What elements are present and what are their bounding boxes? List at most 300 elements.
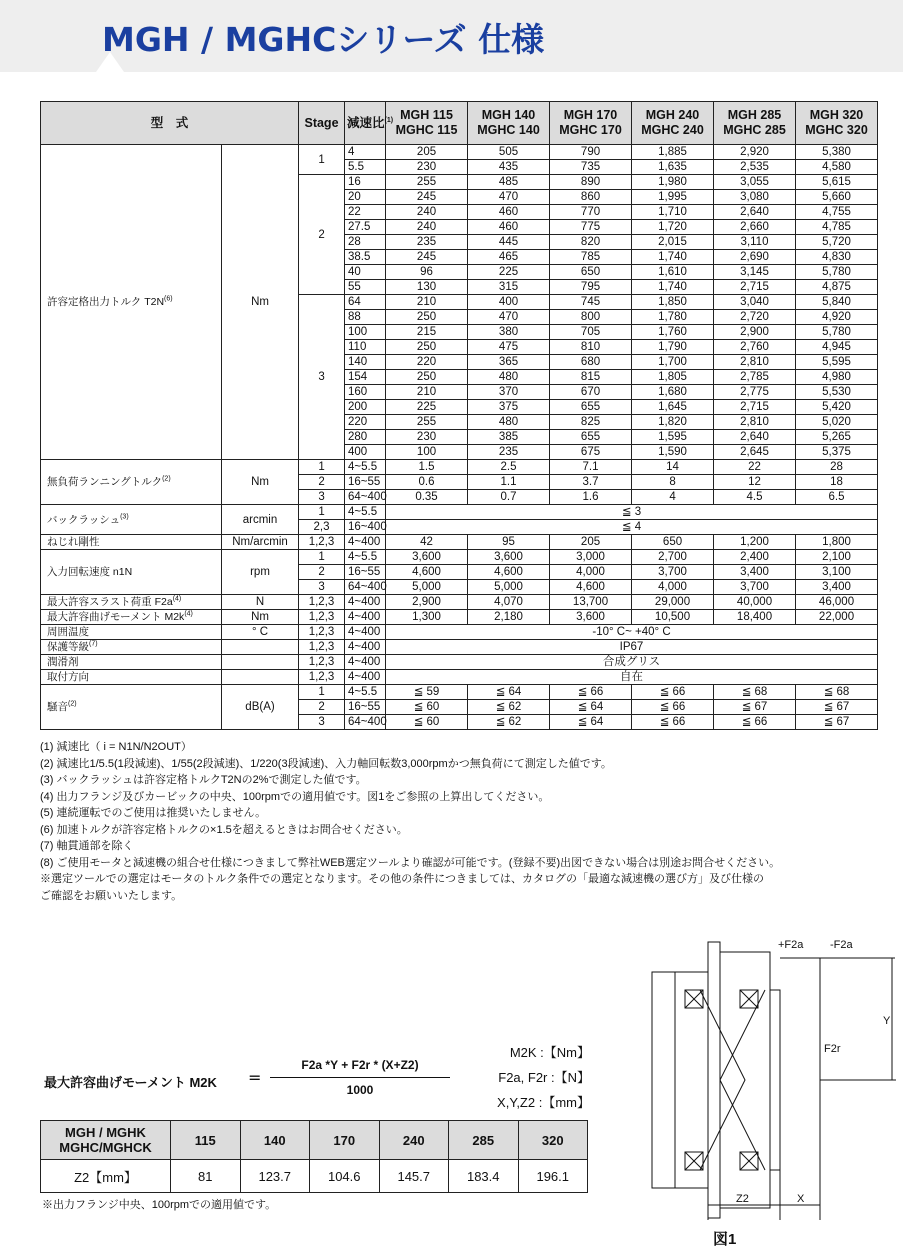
value-cell: 2,660 — [714, 220, 796, 235]
spec-row — [41, 505, 878, 520]
value-cell: 4.5 — [714, 490, 796, 505]
value-cell: ≦ 67 — [796, 715, 878, 730]
stage-cell: 3 — [299, 490, 345, 505]
value-cell: 460 — [468, 205, 550, 220]
value-cell: 0.35 — [386, 490, 468, 505]
formula-label: 最大許容曲げモーメント M2K — [44, 1075, 217, 1090]
ratio-cell: 4~5.5 — [345, 460, 386, 475]
value-cell: 655 — [550, 430, 632, 445]
value-cell: 5,000 — [468, 580, 550, 595]
value-cell: 42 — [386, 535, 468, 550]
ratio-cell: 4~400 — [345, 610, 386, 625]
value-cell: 385 — [468, 430, 550, 445]
ratio-cell: 22 — [345, 205, 386, 220]
z2-head: 115 — [171, 1121, 241, 1160]
value-cell: 505 — [468, 145, 550, 160]
value-cell: ≦ 66 — [632, 700, 714, 715]
value-cell: 2,535 — [714, 160, 796, 175]
ratio-cell: 4~5.5 — [345, 685, 386, 700]
ratio-cell: 4~400 — [345, 595, 386, 610]
value-cell: 670 — [550, 385, 632, 400]
value-cell: 3.7 — [550, 475, 632, 490]
value-cell: 790 — [550, 145, 632, 160]
value-cell: 3,600 — [386, 550, 468, 565]
protect-unit — [222, 640, 299, 655]
stage-cell: 2 — [299, 700, 345, 715]
ratio-cell: 64 — [345, 295, 386, 310]
notes-block — [40, 739, 880, 904]
z2-value-row — [41, 1160, 588, 1193]
value-cell: 2,715 — [714, 280, 796, 295]
value-cell: 1,800 — [796, 535, 878, 550]
z2-head: 140 — [240, 1121, 310, 1160]
ratio-cell: 16~400 — [345, 520, 386, 535]
noload-label: 無負荷ランニングトルク$^{(2)}$ — [41, 460, 222, 505]
ratio-cell: 55 — [345, 280, 386, 295]
stage-cell: 1 — [299, 145, 345, 175]
value-cell: 4,070 — [468, 595, 550, 610]
value-cell: 775 — [550, 220, 632, 235]
value-cell: 475 — [468, 340, 550, 355]
value-cell: 1,885 — [632, 145, 714, 160]
value-cell: 22,000 — [796, 610, 878, 625]
z2-value: 145.7 — [379, 1160, 449, 1193]
value-cell: 1,700 — [632, 355, 714, 370]
value-cell: 14 — [632, 460, 714, 475]
value-cell: ≦ 59 — [386, 685, 468, 700]
value-cell: 130 — [386, 280, 468, 295]
value-cell: 735 — [550, 160, 632, 175]
value-cell: ≦ 67 — [796, 700, 878, 715]
value-cell: 205 — [550, 535, 632, 550]
value-cell: 815 — [550, 370, 632, 385]
note-line: (2) 減速比1/5.5(1段減速)、1/55(2段減速)、1/220(3段減速)、入力軸回転数3,000rpmかつ無負荷にて測定した値です。 — [40, 757, 612, 770]
value-cell: 5,420 — [796, 400, 878, 415]
spec-row — [41, 595, 878, 610]
z2-footnote: ※出力フランジ中央、100rpmでの適用値です。 — [42, 1199, 277, 1211]
value-cell: 自在 — [386, 670, 878, 685]
spec-row — [41, 535, 878, 550]
label-plus-f2a: +F2a — [778, 939, 804, 951]
unit-f2a: F2a, F2r :【N】 — [498, 1070, 590, 1085]
z2-header-row — [41, 1121, 588, 1160]
page-title: MGH / MGHCシリーズ 仕様 — [102, 20, 545, 59]
value-cell: 5,530 — [796, 385, 878, 400]
header-model-4: MGH 285 MGHC 285 — [714, 102, 796, 145]
ratio-cell: 110 — [345, 340, 386, 355]
value-cell: 28 — [796, 460, 878, 475]
ratio-cell: 40 — [345, 265, 386, 280]
value-cell: 5,660 — [796, 190, 878, 205]
ratio-cell: 20 — [345, 190, 386, 205]
ratio-cell: 4~5.5 — [345, 505, 386, 520]
z2-table — [40, 1120, 588, 1193]
spec-row — [41, 640, 878, 655]
value-cell: 235 — [468, 445, 550, 460]
value-cell: 3,000 — [550, 550, 632, 565]
value-cell: 380 — [468, 325, 550, 340]
stage-cell: 2,3 — [299, 520, 345, 535]
value-cell: IP67 — [386, 640, 878, 655]
header-model-5: MGH 320 MGHC 320 — [796, 102, 878, 145]
note-line: (4) 出力フランジ及びカービックの中央、100rpmでの適用値です。図1をご参照の上算出してください。 — [40, 790, 550, 803]
thrust-unit: N — [222, 595, 299, 610]
z2-head-label: MGH / MGHK MGHC/MGHCK — [41, 1121, 171, 1160]
value-cell: 3,055 — [714, 175, 796, 190]
output-face — [770, 990, 780, 1170]
ratio-cell: 64~400 — [345, 490, 386, 505]
ratio-cell: 88 — [345, 310, 386, 325]
value-cell: 2,645 — [714, 445, 796, 460]
z2-head: 240 — [379, 1121, 449, 1160]
value-cell: 2,715 — [714, 400, 796, 415]
stage-cell: 1 — [299, 505, 345, 520]
value-cell: 2,640 — [714, 430, 796, 445]
unit-xyz: X,Y,Z2 :【mm】 — [497, 1095, 590, 1110]
bearing-line-left — [700, 990, 745, 1170]
note-line: (1) 減速比（ i = N1N/N2OUT） — [40, 741, 192, 753]
value-cell: 2.5 — [468, 460, 550, 475]
note-line: (5) 連続運転でのご使用は推奨いたしません。 — [40, 807, 267, 819]
value-cell: 1,820 — [632, 415, 714, 430]
stage-cell: 1 — [299, 685, 345, 700]
value-cell: 225 — [386, 400, 468, 415]
ratio-cell: 400 — [345, 445, 386, 460]
value-cell: 435 — [468, 160, 550, 175]
ratio-cell: 4 — [345, 145, 386, 160]
value-cell: 1,740 — [632, 280, 714, 295]
value-cell: ≦ 64 — [550, 715, 632, 730]
value-cell: 4,000 — [550, 565, 632, 580]
value-cell: 220 — [386, 355, 468, 370]
value-cell: 5,000 — [386, 580, 468, 595]
mount-unit — [222, 670, 299, 685]
ratio-cell: 38.5 — [345, 250, 386, 265]
value-cell: 245 — [386, 190, 468, 205]
value-cell: 1,850 — [632, 295, 714, 310]
value-cell: 3,080 — [714, 190, 796, 205]
value-cell: 0.7 — [468, 490, 550, 505]
value-cell: 2,015 — [632, 235, 714, 250]
value-cell: 230 — [386, 160, 468, 175]
value-cell: 1.6 — [550, 490, 632, 505]
note-line: (7) 軸貫通部を除く — [40, 840, 134, 852]
value-cell: 1.1 — [468, 475, 550, 490]
mount-label: 取付方向 — [41, 670, 222, 685]
value-cell: 1,300 — [386, 610, 468, 625]
value-cell: ≦ 66 — [550, 685, 632, 700]
ratio-cell: 140 — [345, 355, 386, 370]
value-cell: 3,600 — [550, 610, 632, 625]
value-cell: ≦ 64 — [550, 700, 632, 715]
bearing-line-right — [720, 990, 765, 1170]
value-cell: ≦ 68 — [714, 685, 796, 700]
ratio-cell: 16~55 — [345, 475, 386, 490]
z2-head: 170 — [310, 1121, 380, 1160]
note-line: (3) バックラッシュは許容定格トルクT2Nの2%で測定した値です。 — [40, 774, 367, 786]
value-cell: 18 — [796, 475, 878, 490]
ratio-cell: 4~400 — [345, 655, 386, 670]
value-cell: 2,810 — [714, 355, 796, 370]
value-cell: 4,580 — [796, 160, 878, 175]
value-cell: 5,840 — [796, 295, 878, 310]
value-cell: 1,805 — [632, 370, 714, 385]
stage-cell: 2 — [299, 475, 345, 490]
value-cell: 4,755 — [796, 205, 878, 220]
value-cell: 2,900 — [386, 595, 468, 610]
note-line: (6) 加速トルクが許容定格トルクの×1.5を超えるときはお問合せください。 — [40, 823, 408, 836]
stage-cell: 2 — [299, 175, 345, 295]
value-cell: 3,400 — [714, 565, 796, 580]
value-cell: ≦ 4 — [386, 520, 878, 535]
value-cell: 825 — [550, 415, 632, 430]
value-cell: 3,700 — [714, 580, 796, 595]
value-cell: 6.5 — [796, 490, 878, 505]
formula-numerator: F2a *Y + F2r * (X+Z2) — [301, 1058, 419, 1072]
value-cell: 4,600 — [386, 565, 468, 580]
value-cell: 4,000 — [632, 580, 714, 595]
value-cell: 460 — [468, 220, 550, 235]
z2-value: 104.6 — [310, 1160, 380, 1193]
value-cell: 2,900 — [714, 325, 796, 340]
stage-cell: 3 — [299, 580, 345, 595]
z2-row-label: Z2【mm】 — [41, 1160, 171, 1193]
unit-m2k: M2K :【Nm】 — [509, 1045, 590, 1060]
thrust-label: 最大許容スラスト荷重 $F2a^{(4)}$ — [41, 595, 222, 610]
value-cell: 5,780 — [796, 325, 878, 340]
ratio-cell: 280 — [345, 430, 386, 445]
value-cell: 4,600 — [468, 565, 550, 580]
protect-label: 保護等級$^{(7)}$ — [41, 640, 222, 655]
spec-row — [41, 550, 878, 565]
value-cell: 1.5 — [386, 460, 468, 475]
label-x: X — [797, 1193, 805, 1205]
value-cell: 480 — [468, 415, 550, 430]
speed-unit: rpm — [222, 550, 299, 595]
value-cell: 770 — [550, 205, 632, 220]
ratio-cell: 4~5.5 — [345, 550, 386, 565]
label-minus-f2a: -F2a — [830, 939, 853, 951]
ratio-cell: 28 — [345, 235, 386, 250]
figure-1-diagram — [640, 930, 902, 1225]
speed-label: 入力回転速度 n1N — [41, 550, 222, 595]
value-cell: 5,720 — [796, 235, 878, 250]
header-stage: Stage — [299, 102, 345, 145]
value-cell: 5,595 — [796, 355, 878, 370]
z2-value: 196.1 — [518, 1160, 588, 1193]
value-cell: 4,875 — [796, 280, 878, 295]
value-cell: 4,945 — [796, 340, 878, 355]
bending-unit: Nm — [222, 610, 299, 625]
value-cell: ≦ 66 — [714, 715, 796, 730]
value-cell: 1,980 — [632, 175, 714, 190]
value-cell: 315 — [468, 280, 550, 295]
note-line: (8) ご使用モータと減速機の組合せ仕様につきまして弊社WEB選定ツールより確認が可能です。(登録不要)出図できない場合は別途お問合せください。 — [40, 856, 781, 869]
value-cell: 5,020 — [796, 415, 878, 430]
value-cell: 2,400 — [714, 550, 796, 565]
value-cell: 800 — [550, 310, 632, 325]
value-cell: 2,920 — [714, 145, 796, 160]
value-cell: 810 — [550, 340, 632, 355]
value-cell: 2,760 — [714, 340, 796, 355]
value-cell: 1,760 — [632, 325, 714, 340]
value-cell: 250 — [386, 370, 468, 385]
value-cell: 1,635 — [632, 160, 714, 175]
value-cell: 1,680 — [632, 385, 714, 400]
spec-row — [41, 655, 878, 670]
value-cell: 1,610 — [632, 265, 714, 280]
value-cell: 合成グリス — [386, 655, 878, 670]
backlash-unit: arcmin — [222, 505, 299, 535]
stiffness-unit: Nm/arcmin — [222, 535, 299, 550]
value-cell: ≦ 68 — [796, 685, 878, 700]
spec-row — [41, 685, 878, 700]
value-cell: 4,600 — [550, 580, 632, 595]
value-cell: 7.1 — [550, 460, 632, 475]
value-cell: 18,400 — [714, 610, 796, 625]
stage-cell: 1,2,3 — [299, 625, 345, 640]
ratio-cell: 4~400 — [345, 670, 386, 685]
value-cell: 1,710 — [632, 205, 714, 220]
value-cell: 3,100 — [796, 565, 878, 580]
value-cell: 46,000 — [796, 595, 878, 610]
temp-label: 周囲温度 — [41, 625, 222, 640]
value-cell: ≦ 60 — [386, 715, 468, 730]
torque-label: 許容定格出力トルク $T2N^{(6)}$ — [41, 145, 222, 460]
ratio-cell: 4~400 — [345, 535, 386, 550]
value-cell: 3,110 — [714, 235, 796, 250]
z2-value: 81 — [171, 1160, 241, 1193]
note-line: ※選定ツールでの選定はモータのトルク条件での選定となります。その他の条件につきましては、カタログの「最適な減速機の選び方」及び仕様の — [40, 873, 765, 885]
value-cell: 8 — [632, 475, 714, 490]
value-cell: 3,600 — [468, 550, 550, 565]
value-cell: 465 — [468, 250, 550, 265]
value-cell: 2,775 — [714, 385, 796, 400]
value-cell: 100 — [386, 445, 468, 460]
bending-label: 最大許容曲げモーメント $M2k^{(4)}$ — [41, 610, 222, 625]
value-cell: 240 — [386, 220, 468, 235]
spec-row — [41, 625, 878, 640]
header-model-3: MGH 240 MGHC 240 — [632, 102, 714, 145]
header-ratio: 減速比$^{(1)}$ — [345, 102, 386, 145]
value-cell: 3,700 — [632, 565, 714, 580]
spec-row — [41, 610, 878, 625]
value-cell: 5,375 — [796, 445, 878, 460]
ratio-cell: 100 — [345, 325, 386, 340]
value-cell: 3,400 — [796, 580, 878, 595]
value-cell: ≦ 3 — [386, 505, 878, 520]
value-cell: 820 — [550, 235, 632, 250]
value-cell: 10,500 — [632, 610, 714, 625]
value-cell: 675 — [550, 445, 632, 460]
formula-denominator: 1000 — [346, 1083, 374, 1097]
value-cell: 3,145 — [714, 265, 796, 280]
stage-cell: 2 — [299, 565, 345, 580]
value-cell: 12 — [714, 475, 796, 490]
ratio-cell: 4~400 — [345, 640, 386, 655]
value-cell: 650 — [550, 265, 632, 280]
ratio-cell: 200 — [345, 400, 386, 415]
value-cell: 225 — [468, 265, 550, 280]
flange-outline — [708, 942, 720, 1218]
value-cell: 4,785 — [796, 220, 878, 235]
value-cell: 4,830 — [796, 250, 878, 265]
label-z2: Z2 — [736, 1193, 749, 1205]
stage-cell: 1,2,3 — [299, 610, 345, 625]
value-cell: -10° C~ +40° C — [386, 625, 878, 640]
ratio-cell: 16~55 — [345, 700, 386, 715]
z2-value: 183.4 — [449, 1160, 519, 1193]
value-cell: 470 — [468, 190, 550, 205]
header-model-2: MGH 170 MGHC 170 — [550, 102, 632, 145]
value-cell: 210 — [386, 295, 468, 310]
z2-value: 123.7 — [240, 1160, 310, 1193]
note-line: ご確認をお願いいたします。 — [40, 889, 183, 902]
value-cell: 215 — [386, 325, 468, 340]
value-cell: 365 — [468, 355, 550, 370]
value-cell: 1,590 — [632, 445, 714, 460]
stage-cell: 1,2,3 — [299, 670, 345, 685]
formula-equals: = — [248, 1068, 262, 1087]
ratio-cell: 16 — [345, 175, 386, 190]
spec-table — [40, 101, 878, 730]
value-cell: 0.6 — [386, 475, 468, 490]
value-cell: 2,700 — [632, 550, 714, 565]
value-cell: 255 — [386, 415, 468, 430]
value-cell: ≦ 66 — [632, 685, 714, 700]
lube-unit — [222, 655, 299, 670]
noload-unit: Nm — [222, 460, 299, 505]
value-cell: 1,790 — [632, 340, 714, 355]
stiffness-label: ねじれ剛性 — [41, 535, 222, 550]
value-cell: 375 — [468, 400, 550, 415]
value-cell: 785 — [550, 250, 632, 265]
stage-cell: 1 — [299, 550, 345, 565]
value-cell: 40,000 — [714, 595, 796, 610]
noise-unit: dB(A) — [222, 685, 299, 730]
value-cell: 95 — [468, 535, 550, 550]
value-cell: ≦ 60 — [386, 700, 468, 715]
ratio-cell: 4~400 — [345, 625, 386, 640]
value-cell: 1,780 — [632, 310, 714, 325]
value-cell: 13,700 — [550, 595, 632, 610]
label-y: Y — [883, 1015, 891, 1027]
spec-row — [41, 460, 878, 475]
value-cell: ≦ 66 — [632, 715, 714, 730]
formula-units — [480, 1040, 590, 1115]
stage-cell: 3 — [299, 295, 345, 460]
value-cell: 5,615 — [796, 175, 878, 190]
value-cell: 680 — [550, 355, 632, 370]
stage-cell: 3 — [299, 715, 345, 730]
ratio-cell: 64~400 — [345, 715, 386, 730]
value-cell: 650 — [632, 535, 714, 550]
noise-label: 騒音$^{(2)}$ — [41, 685, 222, 730]
value-cell: ≦ 62 — [468, 715, 550, 730]
value-cell: 1,740 — [632, 250, 714, 265]
value-cell: 2,640 — [714, 205, 796, 220]
value-cell: 400 — [468, 295, 550, 310]
value-cell: 29,000 — [632, 595, 714, 610]
stage-cell: 1,2,3 — [299, 595, 345, 610]
value-cell: 485 — [468, 175, 550, 190]
value-cell: 2,100 — [796, 550, 878, 565]
label-f2r: F2r — [824, 1043, 841, 1055]
value-cell: 230 — [386, 430, 468, 445]
value-cell: ≦ 64 — [468, 685, 550, 700]
value-cell: 4 — [632, 490, 714, 505]
ratio-cell: 5.5 — [345, 160, 386, 175]
